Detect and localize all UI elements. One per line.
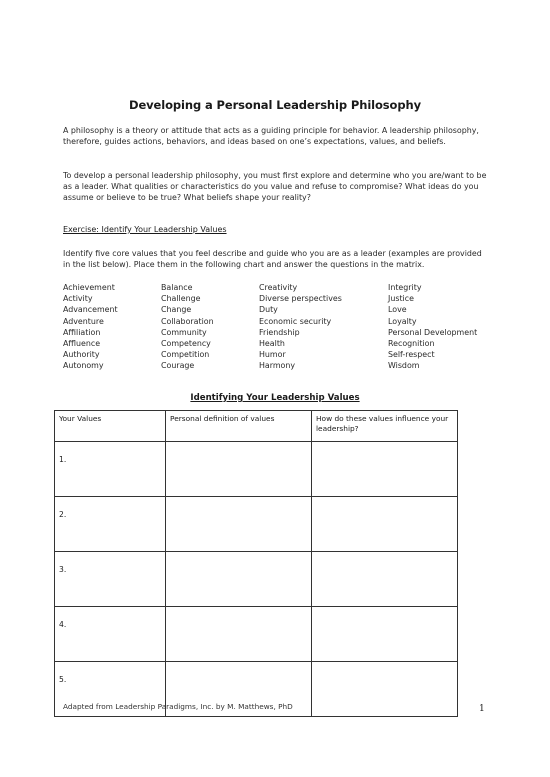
- value-item: Wisdom: [388, 361, 420, 371]
- value-item: Balance: [161, 283, 193, 292]
- values-column-1: [63, 282, 118, 372]
- value-item: Health: [259, 339, 285, 349]
- definition-cell[interactable]: [166, 552, 312, 607]
- row-number[interactable]: 2.: [55, 497, 166, 552]
- exercise-heading: Exercise: Identify Your Leadership Values: [63, 225, 227, 234]
- definition-cell[interactable]: [166, 607, 312, 662]
- value-item: Challenge: [161, 294, 201, 304]
- value-item: Activity: [63, 294, 93, 304]
- influence-cell[interactable]: [312, 607, 458, 662]
- value-item: Autonomy: [63, 361, 104, 371]
- header-influence-leadership: How do these values influence your leadership?: [312, 411, 458, 442]
- header-your-values: Your Values: [55, 411, 166, 442]
- value-item: Creativity: [259, 283, 298, 292]
- values-column-3: [259, 282, 342, 372]
- intro-paragraph-develop: To develop a personal leadership philosophy, you must first explore and determine who you are/want to be as a leader. What qualities or characteristics do you value and refuse to compromise? What ideas do you assume or believe to be true? What beliefs shape your reality?: [63, 171, 487, 203]
- page-number: 1: [479, 704, 485, 714]
- definition-cell[interactable]: [166, 497, 312, 552]
- values-matrix-table: [54, 410, 458, 717]
- value-item: Humor: [259, 350, 286, 360]
- value-item: Competency: [161, 339, 211, 349]
- table-row: [55, 552, 458, 607]
- row-number[interactable]: 1.: [55, 442, 166, 497]
- value-item: Achievement: [63, 283, 115, 292]
- influence-cell[interactable]: [312, 552, 458, 607]
- header-personal-definition: Personal definition of values: [166, 411, 312, 442]
- value-item: Courage: [161, 361, 195, 371]
- intro-paragraph-definition: A philosophy is a theory or attitude that acts as a guiding principle for behavior. A leadership philosophy, therefore, guides actions, behaviors, and ideas based on one’s expectations, values, and beliefs.: [63, 126, 479, 147]
- value-item: Economic security: [259, 316, 332, 326]
- definition-cell[interactable]: [166, 442, 312, 497]
- value-item: Personal Development: [388, 327, 478, 337]
- row-number[interactable]: 3.: [55, 552, 166, 607]
- exercise-instructions: Identify five core values that you feel describe and guide who you are as a leader (examples are provided in the list below). Place them in the following chart and answer the questions in the matrix.: [63, 249, 482, 270]
- value-item: Duty: [259, 305, 278, 315]
- value-item: Competition: [161, 350, 210, 360]
- influence-cell[interactable]: [312, 662, 458, 717]
- value-item: Friendship: [259, 327, 300, 337]
- values-column-4: [388, 282, 477, 372]
- table-row: [55, 607, 458, 662]
- table-row: [55, 442, 458, 497]
- value-item: Adventure: [63, 316, 104, 326]
- value-item: Justice: [388, 294, 414, 304]
- value-item: Harmony: [259, 361, 296, 371]
- value-item: Self-respect: [388, 350, 435, 360]
- value-item: Loyalty: [388, 316, 417, 326]
- value-item: Authority: [63, 350, 100, 360]
- value-item: Community: [161, 327, 207, 337]
- value-item: Collaboration: [161, 316, 214, 326]
- value-item: Affiliation: [63, 327, 101, 337]
- value-item: Affluence: [63, 339, 101, 349]
- value-item: Recognition: [388, 339, 435, 349]
- table-header-row: [55, 411, 458, 442]
- value-item: Diverse perspectives: [259, 294, 342, 304]
- page-title: Developing a Personal Leadership Philosophy: [129, 98, 421, 112]
- values-examples-list: [63, 282, 503, 372]
- value-item: Advancement: [63, 305, 118, 315]
- value-item: Change: [161, 305, 192, 315]
- table-title: Identifying Your Leadership Values: [190, 393, 360, 403]
- influence-cell[interactable]: [312, 442, 458, 497]
- values-column-2: [161, 282, 214, 372]
- value-item: Love: [388, 305, 407, 315]
- table-row: [55, 497, 458, 552]
- value-item: Integrity: [388, 283, 422, 292]
- influence-cell[interactable]: [312, 497, 458, 552]
- row-number[interactable]: 5.: [55, 662, 166, 717]
- footer-credit: Adapted from Leadership Paradigms, Inc. by M. Matthews, PhD: [63, 702, 293, 711]
- row-number[interactable]: 4.: [55, 607, 166, 662]
